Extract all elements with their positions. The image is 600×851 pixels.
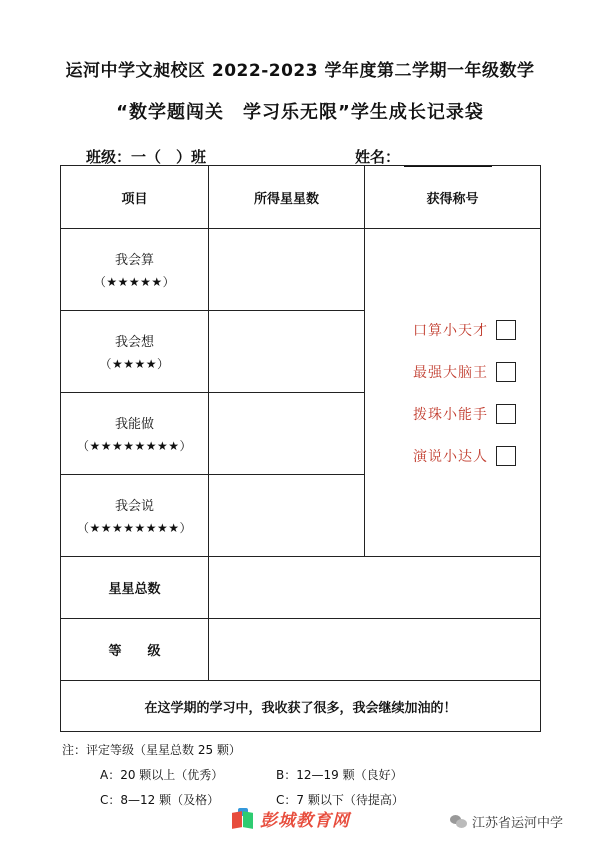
name-field [355,146,492,167]
titles-cell [365,229,541,557]
title-checkbox[interactable] [496,446,516,466]
item-label: 我会说 [114,499,154,514]
table-row [61,229,541,311]
grade-label: 等 级 [61,619,209,681]
document-title: 运河中学文昶校区 2022-2023 学年度第二学期一年级数学 [65,61,535,81]
grading-notes [62,738,404,813]
title-label: 最强大脑王 [413,364,488,381]
title-label: 口算小天才 [413,322,488,339]
title-option [413,320,540,340]
grade-b-rule: B：12—19 颗（良好） [276,768,403,782]
item-stars: （★★★★★★★★） [76,439,193,453]
title-checkbox[interactable] [496,404,516,424]
closing-statement: 在这学期的学习中，我收获了很多，我会继续加油的！ [61,681,541,732]
book-icon [232,808,254,830]
item-stars: （★★★★★★★★） [76,521,193,535]
closing-row [61,681,541,732]
table-header-row [61,166,541,229]
item-label: 我能做 [114,417,154,432]
item-label: 我会想 [114,335,154,350]
stars-earned-cell [209,475,365,557]
header-titles: 获得称号 [365,166,541,229]
title-option [413,446,540,466]
item-cell [61,475,209,557]
title-label: 拨珠小能手 [413,406,488,423]
stars-earned-cell [209,229,365,311]
total-label: 星星总数 [61,557,209,619]
wechat-source [450,812,563,831]
class-label: 班级：一（ ）班 [86,148,207,166]
class-field [86,146,206,167]
item-cell [61,311,209,393]
title-option [413,362,540,382]
site-logo-text: 彭城教育网 [260,811,350,831]
stars-earned-cell [209,311,365,393]
item-stars: （★★★★★） [93,275,176,289]
title-option [413,404,540,424]
header-stars: 所得星星数 [209,166,365,229]
total-value-cell [209,557,541,619]
grade-value-cell [209,619,541,681]
title-label: 演说小达人 [413,448,488,465]
item-cell [61,229,209,311]
item-cell [61,393,209,475]
record-table [60,165,541,732]
grade-a-rule: A：20 颗以上（优秀） [100,768,224,782]
site-logo [232,806,350,831]
item-stars: （★★★★） [99,357,170,371]
total-row [61,557,541,619]
title-checkbox[interactable] [496,362,516,382]
grade-row [61,619,541,681]
grade-c-rule: C：8—12 颗（及格） [100,793,220,807]
title-checkbox[interactable] [496,320,516,340]
stars-earned-cell [209,393,365,475]
name-label: 姓名： [355,148,401,166]
grade-d-rule: C：7 颗以下（待提高） [276,793,404,807]
document-subtitle: “数学题闯关 学习乐无限”学生成长记录袋 [116,102,484,123]
wechat-icon [450,815,468,829]
notes-heading: 注：评定等级（星星总数 25 颗） [62,743,241,757]
header-item: 项目 [61,166,209,229]
item-label: 我会算 [114,253,154,268]
wechat-account-name: 江苏省运河中学 [472,816,564,831]
